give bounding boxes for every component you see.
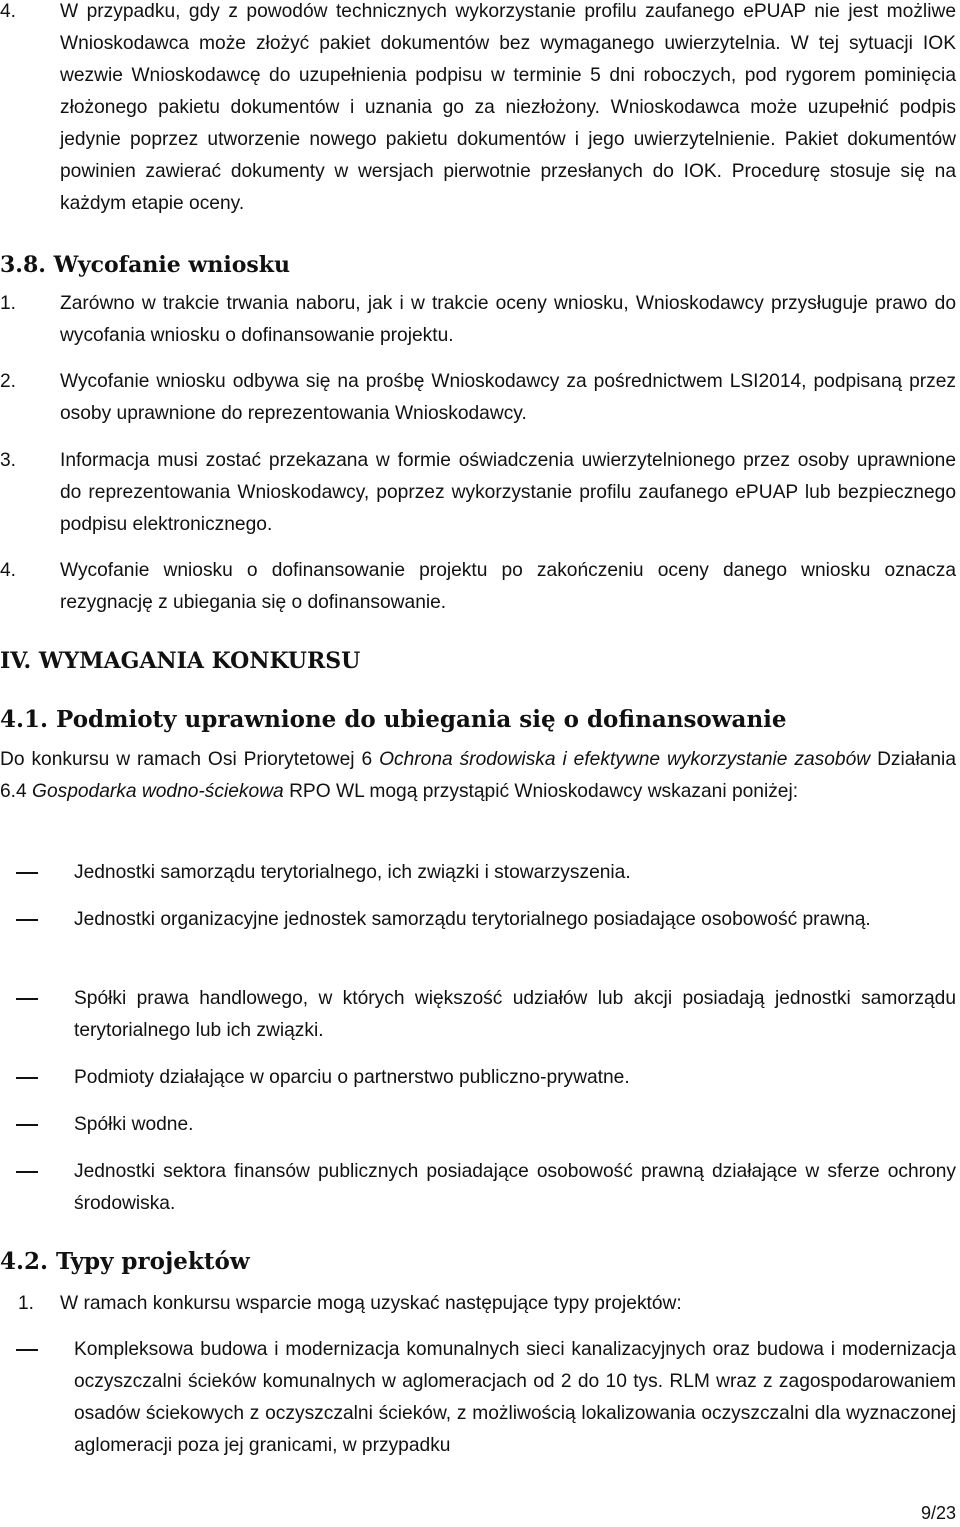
dash-bullet-icon [16,998,38,1000]
item-number: 4. [0,1,17,22]
list-item-text: Jednostki sektora finansów publicznych posiadające osobowość prawną działające w sferze ochrony środowiska. [74,1161,956,1214]
numbered-item [0,366,960,430]
numbered-item [0,1288,960,1320]
item-number: 4. [0,560,17,581]
item-text: W ramach konkursu wsparcie mogą uzyskać następujące typy projektów: [60,1293,682,1314]
item-text: Wycofanie wniosku odbywa się na prośbę Wnioskodawcy za pośrednictwem LSI2014, podpisaną przez osoby uprawnione do reprezentowania Wnioskodawcy. [60,371,956,424]
page-number: 9/23 [920,1503,956,1523]
dash-bullet-icon [16,1124,38,1126]
numbered-item [0,555,960,619]
list-item [0,1156,960,1220]
item-number: 1. [18,1293,35,1314]
list-item-text: Jednostki organizacyjne jednostek samorządu terytorialnego posiadające osobowość prawną. [74,909,871,930]
numbered-item [0,288,960,352]
list-item [0,1062,960,1094]
intro-text: Do konkursu w ramach Osi Priorytetowej 6 [0,749,380,770]
dash-bullet-icon [16,919,38,921]
list-item [0,983,960,1047]
numbered-item [0,0,960,220]
list-item-text: Spółki prawa handlowego, w których większość udziałów lub akcji posiadają jednostki samorządu terytorialnego lub ich związki. [74,988,956,1041]
section-heading-4-1: 4.1. Podmioty uprawnione do ubiegania się o dofinansowanie [0,706,787,733]
list-item [0,1334,960,1462]
section-heading-3-8: 3.8. Wycofanie wniosku [0,252,290,278]
list-item [0,904,960,936]
list-item-text: Kompleksowa budowa i modernizacja komunalnych sieci kanalizacyjnych oraz budowa i modernizacja oczyszczalni ścieków komunalnych w aglomeracjach od 2 do 10 tys. RLM wraz z zagospodarowaniem osadów ściekowych z oczyszczalni ścieków, z możliwością lokalizowania oczyszczalni dla wyznaczonej aglomeracji poza jej granicami, w przypadku [74,1339,956,1456]
item-text: Wycofanie wniosku o dofinansowanie projektu po zakończeniu oceny danego wniosku oznacza rezygnację z ubiegania się o dofinansowanie. [60,560,956,613]
intro-text: Działania 6.4 [0,749,956,802]
item-text: Informacja musi zostać przekazana w formie oświadczenia uwierzytelnionego przez osoby uprawnione do reprezentowania Wnioskodawcy, poprzez wykorzystanie profilu zaufanego ePUAP lub bezpiecznego podpisu elektronicznego. [60,450,956,535]
list-item [0,857,960,889]
item-text: W przypadku, gdy z powodów technicznych wykorzystanie profilu zaufanego ePUAP nie jest możliwe Wnioskodawca może złożyć pakiet dokumentów bez wymaganego uwierzytelnia. W tej sytuacji IOK wezwie Wnioskodawcę do uzupełnienia podpisu w terminie 5 dni roboczych, pod rygorem pominięcia złożonego pakietu dokumentów i uznania go za niezłożony. Wnioskodawca może uzupełnić podpis jedynie poprzez utworzenie nowego pakietu dokumentów i jego uwierzytelnienie. Pakiet dokumentów powinien zawierać dokumenty w wersjach pierwotnie przesłanych do IOK. Procedurę stosuje się na każdym etapie oceny. [60,1,956,214]
chapter-heading-iv: IV. WYMAGANIA KONKURSU [0,648,361,674]
section-heading-4-2: 4.2. Typy projektów [0,1248,250,1275]
intro-text: RPO WL mogą przystąpić Wnioskodawcy wskazani poniżej: [283,781,799,802]
dash-bullet-icon [16,872,38,874]
intro-italic-text: Ochrona środowiska i efektywne wykorzystanie zasobów [379,749,871,770]
item-text: Zarówno w trakcie trwania naboru, jak i w trakcie oceny wniosku, Wnioskodawcy przysługuje prawo do wycofania wniosku o dofinansowanie projektu. [60,293,956,346]
dash-bullet-icon [16,1349,38,1351]
intro-paragraph [0,744,956,808]
item-number: 3. [0,450,17,471]
list-item-text: Podmioty działające w oparciu o partnerstwo publiczno-prywatne. [74,1067,630,1088]
dash-bullet-icon [16,1171,38,1173]
list-item [0,1109,960,1141]
list-item-text: Jednostki samorządu terytorialnego, ich związki i stowarzyszenia. [74,862,631,883]
list-item-text: Spółki wodne. [74,1114,194,1135]
dash-bullet-icon [16,1077,38,1079]
item-number: 2. [0,371,17,392]
intro-italic-text: Gospodarka wodno-ściekowa [32,781,284,802]
numbered-item [0,445,960,541]
item-number: 1. [0,293,17,314]
